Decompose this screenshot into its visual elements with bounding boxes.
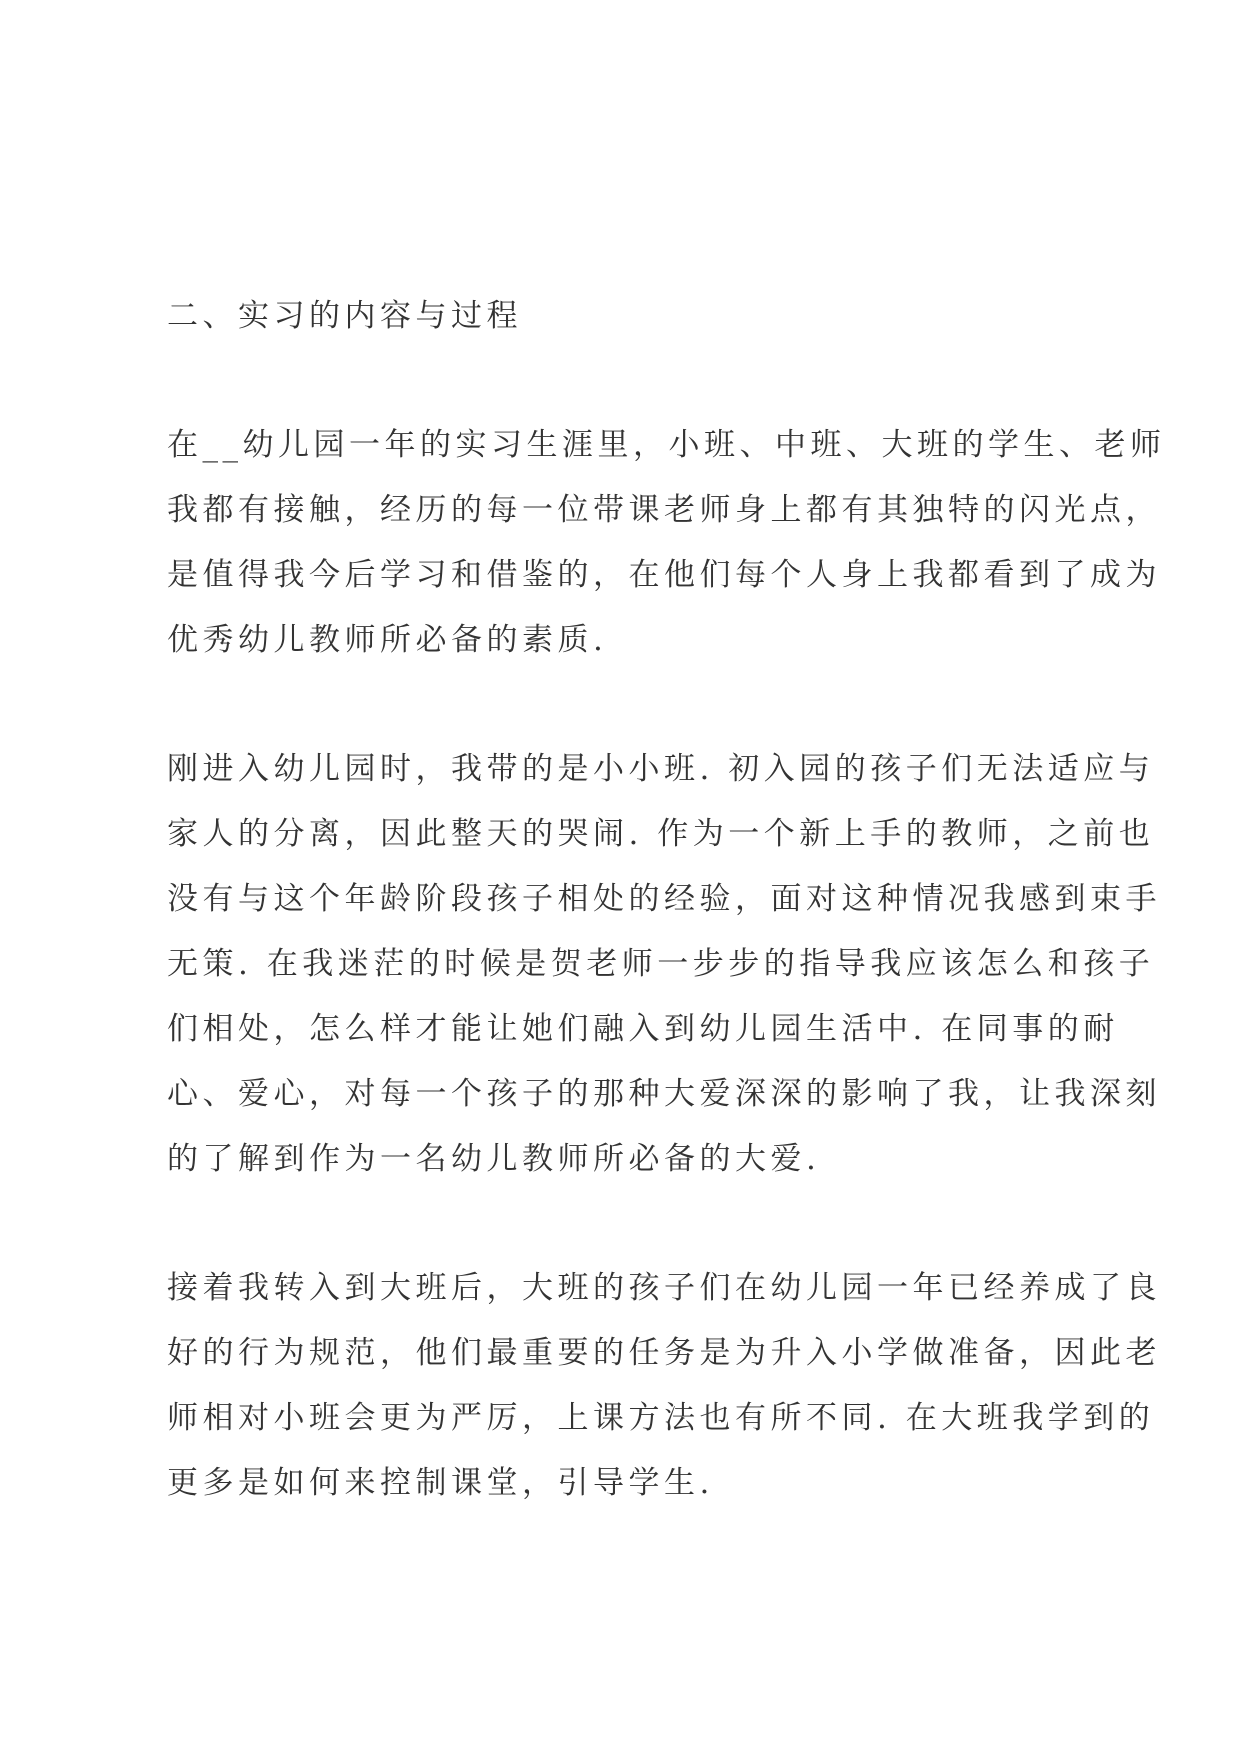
paragraph-line: 接着我转入到大班后，大班的孩子们在幼儿园一年已经养成了良 — [167, 1270, 1161, 1306]
paragraph-line: 是值得我今后学习和借鉴的，在他们每个人身上我都看到了成为 — [167, 557, 1161, 593]
paragraph-line: 无策. 在我迷茫的时候是贺老师一步步的指导我应该怎么和孩子 — [167, 946, 1155, 982]
paragraph-line: 好的行为规范，他们最重要的任务是为升入小学做准备，因此老 — [167, 1335, 1161, 1371]
paragraph-line: 心、爱心，对每一个孩子的那种大爱深深的影响了我，让我深刻 — [167, 1076, 1161, 1112]
paragraph-line: 我都有接触，经历的每一位带课老师身上都有其独特的闪光点， — [167, 492, 1161, 528]
paragraph-line: 更多是如何来控制课堂，引导学生. — [167, 1465, 714, 1501]
paragraph-line: 优秀幼儿教师所必备的素质. — [167, 622, 608, 658]
paragraph-line: 师相对小班会更为严厉，上课方法也有所不同. 在大班我学到的 — [167, 1400, 1155, 1436]
paragraph-line: 在__幼儿园一年的实习生涯里，小班、中班、大班的学生、老师 — [167, 427, 1166, 463]
paragraph-line: 刚进入幼儿园时，我带的是小小班. 初入园的孩子们无法适应与 — [167, 751, 1155, 787]
paragraph-line: 的了解到作为一名幼儿教师所必备的大爱. — [167, 1141, 821, 1177]
paragraph-line: 没有与这个年龄阶段孩子相处的经验，面对这种情况我感到束手 — [167, 881, 1161, 917]
section-heading: 二、实习的内容与过程 — [167, 298, 522, 334]
paragraph-line: 家人的分离，因此整天的哭闹. 作为一个新上手的教师，之前也 — [167, 816, 1155, 852]
paragraph-line: 们相处，怎么样才能让她们融入到幼儿园生活中. 在同事的耐 — [167, 1011, 1119, 1047]
